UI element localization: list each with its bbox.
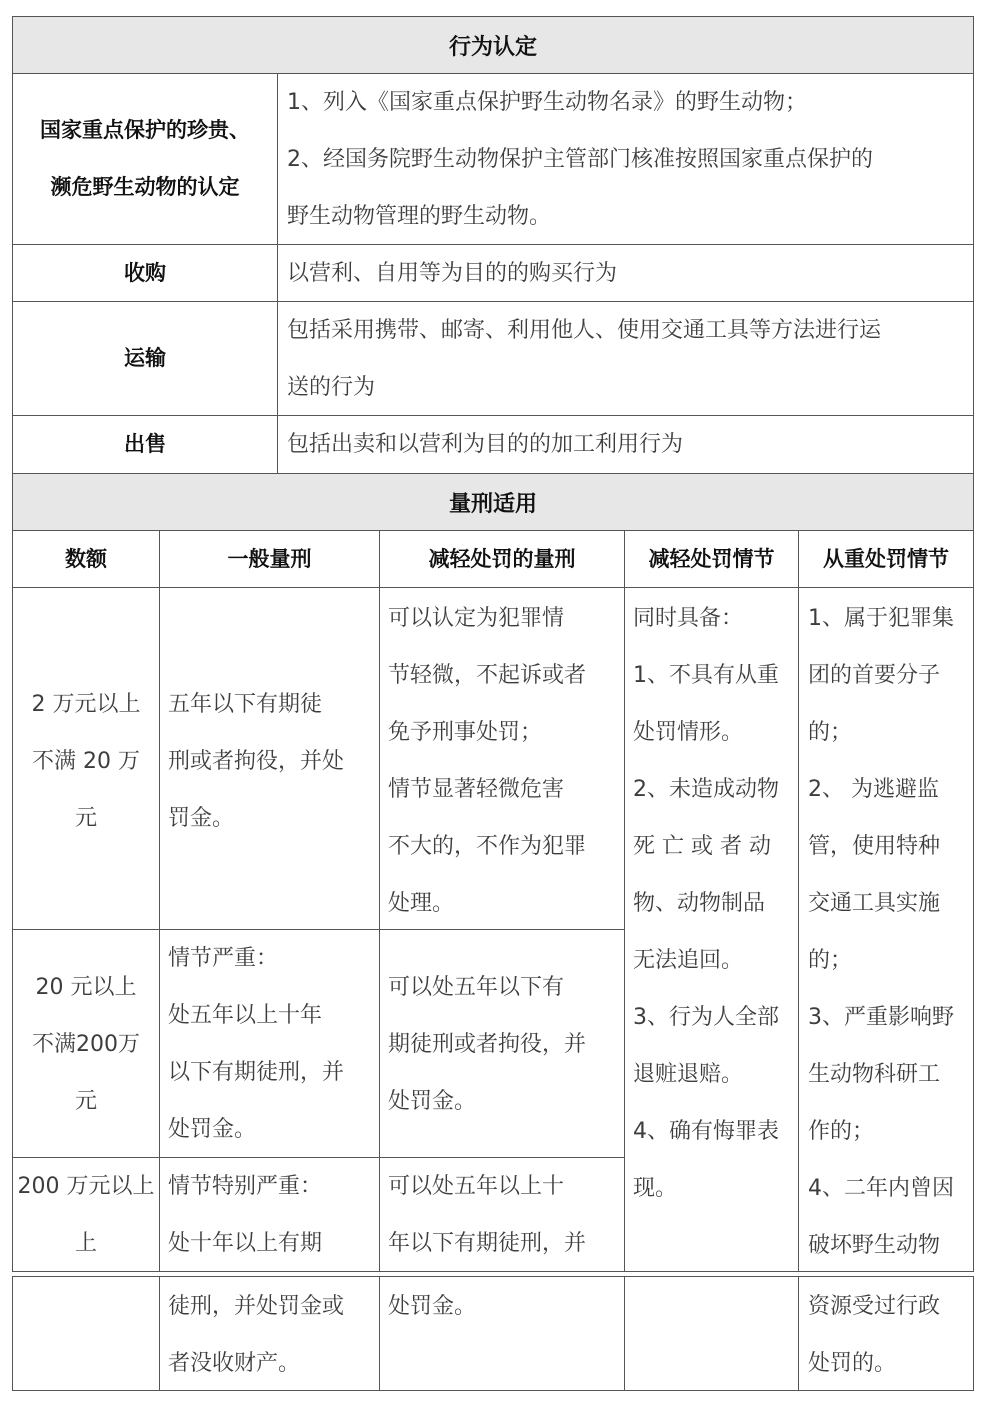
amount-tier-2 [13, 959, 159, 1130]
general-line: 罚金。 [168, 806, 235, 831]
aggravating-line: 破坏野生动物 [808, 1233, 941, 1258]
label-protected-animals [13, 74, 277, 244]
col-divider [277, 73, 278, 474]
content-line: 以营利、自用等为目的的购买行为 [287, 261, 618, 286]
col-header-general: 一般量刑 [227, 546, 312, 571]
reduced-line: 可以认定为犯罪情 [388, 606, 565, 631]
label-transport [13, 302, 277, 415]
aggravating-line: 生动物科研工 [808, 1062, 941, 1087]
amount-line: 不满 20 万 [32, 749, 140, 774]
cont-border-right [973, 1276, 974, 1391]
aggravating-line: 2、 为逃避监 [808, 777, 939, 802]
reduced-line: 不大的，不作为犯罪 [388, 834, 587, 859]
amount-line: 元 [74, 806, 97, 831]
aggravating-line: 1、属于犯罪集 [808, 606, 954, 631]
mitigating-line: 同时具备： [633, 606, 744, 631]
general-line: 以下有期徒刑，并 [168, 1060, 345, 1085]
amount-line: 元 [74, 1089, 97, 1114]
col-header-reduced: 减轻处罚的量刑 [428, 546, 576, 571]
section2-title: 量刑适用 [448, 491, 537, 517]
general-line: 刑或者拘役，并处 [168, 749, 345, 774]
cont-col-divider [798, 1276, 799, 1391]
col-header-aggravating: 从重处罚情节 [823, 546, 949, 571]
amount-line: 200 万元以上 [17, 1174, 155, 1199]
aggravating-line: 3、严重影响野 [808, 1005, 954, 1030]
aggravating-line: 管，使用特种 [808, 834, 941, 859]
content-line: 包括采用携带、邮寄、利用他人、使用交通工具等方法进行运 [287, 318, 882, 343]
cont-general-line: 徒刑，并处罚金或 [168, 1294, 345, 1319]
cont-general [168, 1278, 378, 1392]
amount-line: 2 万元以上 [31, 692, 141, 717]
mitigating-line: 退赃退赔。 [633, 1062, 744, 1087]
cont-aggravating-line: 处罚的。 [808, 1351, 897, 1376]
reduced-line: 可以处五年以下有 [388, 975, 565, 1000]
reduced-line: 处罚金。 [388, 1089, 477, 1114]
general-tier-3 [168, 1158, 378, 1272]
section1-title: 行为认定 [448, 34, 537, 60]
amount-line: 不满200万 [32, 1032, 140, 1057]
amount-tier-1 [13, 676, 159, 847]
cont-col-divider [159, 1276, 160, 1391]
label-line: 出售 [124, 432, 166, 456]
general-line: 五年以下有期徒 [168, 692, 323, 717]
aggravating-line: 交通工具实施 [808, 891, 941, 916]
reduced-line: 年以下有期徒刑，并 [388, 1231, 587, 1256]
mitigating-line: 1、不具有从重 [633, 663, 779, 688]
mitigating-line: 2、未造成动物 [633, 777, 779, 802]
content-purchase [287, 245, 971, 302]
label-line: 濒危野生动物的认定 [50, 175, 240, 199]
cont-border-left [12, 1276, 13, 1391]
cont-general-line: 者没收财产。 [168, 1351, 301, 1376]
mitigating-circumstances [633, 590, 797, 1217]
reduced-line: 节轻微，不起诉或者 [388, 663, 587, 688]
col-header-amount: 数额 [65, 546, 107, 571]
amount-tier-3 [13, 1158, 159, 1272]
cont-col-divider [624, 1276, 625, 1391]
mitigating-line: 无法追回。 [633, 948, 744, 973]
general-line: 处罚金。 [168, 1117, 257, 1142]
amount-line: 上 [74, 1231, 97, 1256]
aggravating-line: 的； [808, 720, 853, 745]
label-purchase [13, 245, 277, 301]
reduced-tier-1 [388, 590, 623, 932]
cont-reduced [388, 1278, 623, 1335]
reduced-line: 免予刑事处罚； [388, 720, 543, 745]
content-line: 野生动物管理的野生动物。 [287, 204, 552, 229]
reduced-tier-2 [388, 959, 623, 1130]
mitigating-line: 3、行为人全部 [633, 1005, 779, 1030]
table-border-right [973, 16, 974, 1272]
general-tier-1 [168, 676, 378, 847]
reduced-line: 情节显著轻微危害 [388, 777, 565, 802]
col-divider [159, 530, 160, 1272]
amount-line: 20 元以上 [35, 975, 137, 1000]
cont-reduced-line: 处罚金。 [388, 1294, 477, 1319]
cont-aggravating-line: 资源受过行政 [808, 1294, 941, 1319]
mitigating-line: 死 亡 或 者 动 [633, 834, 771, 859]
content-transport [287, 302, 971, 416]
col-header-mitigating: 减轻处罚情节 [648, 546, 775, 571]
label-sale [13, 416, 277, 473]
col-divider [379, 530, 380, 1272]
mitigating-line: 4、确有悔罪表 [633, 1119, 779, 1144]
label-line: 收购 [124, 260, 166, 285]
reduced-line: 期徒刑或者拘役，并 [388, 1032, 587, 1057]
general-line: 处五年以上十年 [168, 1003, 323, 1028]
general-line: 情节特别严重： [168, 1174, 323, 1199]
label-line: 运输 [124, 346, 166, 370]
content-protected-animals [287, 74, 971, 245]
col-divider [624, 530, 625, 1272]
general-line: 处十年以上有期 [168, 1231, 323, 1256]
cont-aggravating [808, 1278, 972, 1392]
reduced-tier-3 [388, 1158, 623, 1272]
cont-table-border-top [12, 1276, 974, 1277]
aggravating-line: 团的首要分子 [808, 663, 941, 688]
general-line: 情节严重： [168, 946, 279, 971]
label-line: 国家重点保护的珍贵、 [40, 118, 250, 142]
mitigating-line: 处罚情形。 [633, 720, 744, 745]
aggravating-line: 4、二年内曾因 [808, 1176, 954, 1201]
reduced-line: 处理。 [388, 891, 455, 916]
aggravating-line: 的； [808, 948, 853, 973]
cont-col-divider [379, 1276, 380, 1391]
content-line: 送的行为 [287, 375, 376, 400]
col-divider [798, 530, 799, 1272]
aggravating-circumstances [808, 590, 972, 1274]
content-line: 2、经国务院野生动物保护主管部门核准按照国家重点保护的 [287, 147, 873, 172]
reduced-line: 可以处五年以上十 [388, 1174, 565, 1199]
content-line: 1、列入《国家重点保护野生动物名录》的野生动物； [287, 90, 807, 115]
aggravating-line: 作的； [808, 1119, 875, 1144]
mitigating-line: 现。 [633, 1176, 678, 1201]
general-tier-2 [168, 930, 378, 1158]
mitigating-line: 物、动物制品 [633, 891, 766, 916]
content-line: 包括出卖和以营利为目的的加工利用行为 [287, 432, 684, 457]
content-sale [287, 416, 971, 473]
